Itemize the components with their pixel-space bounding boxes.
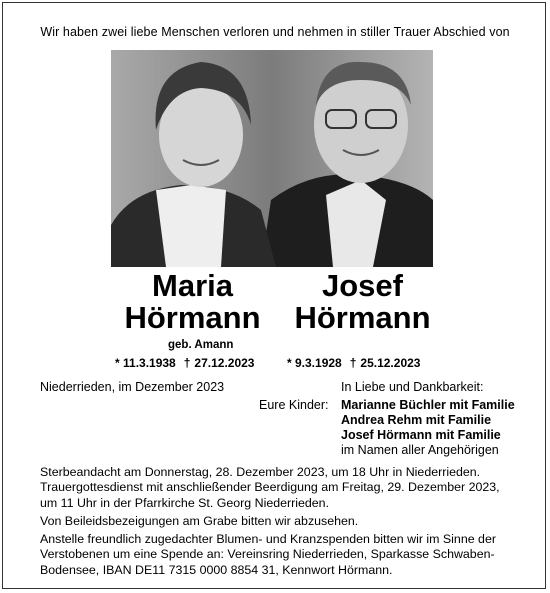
death-date: 27.12.2023 [194, 356, 255, 370]
place-date: Niederrieden, im Dezember 2023 [40, 380, 225, 394]
child-name: Andrea Rehm mit Familie [341, 413, 492, 427]
last-name: Hörmann [294, 300, 431, 335]
cross-icon: † [349, 356, 357, 370]
name-maria [110, 270, 275, 334]
couple-photo [111, 50, 433, 267]
death-date: 25.12.2023 [360, 356, 421, 370]
thanks-line: In Liebe und Dankbarkeit: [341, 380, 484, 394]
birth-name: geb. Amann [168, 339, 234, 351]
intro-text: Wir haben zwei liebe Menschen verloren und nehmen in stiller Trauer Abschied von [40, 25, 510, 39]
last-name: Hörmann [124, 300, 261, 335]
condolence-paragraph: Von Beileidsbezeigungen am Grabe bitten wir abzusehen. [40, 513, 359, 528]
first-name: Josef [322, 268, 403, 303]
donation-paragraph: Anstelle freundlich zugedachter Blumen- und Kranzspenden bitten wir im Sinne der Verstobenen um eine Spende an: Vereinsring Niederrieden, Sparkasse Schwaben-Bodensee, IBAN DE11 7315 0000 8854 31, Kennwort Hörmann. [40, 532, 496, 577]
name-josef [285, 270, 440, 334]
cross-icon: † [183, 356, 191, 370]
birth-date: * 9.3.1928 [287, 356, 342, 370]
children-list [341, 398, 515, 458]
first-name: Maria [152, 268, 233, 303]
dates-maria [115, 356, 254, 370]
child-name: Josef Hörmann mit Familie [341, 428, 501, 442]
birth-date: * 11.3.1938 [115, 356, 176, 370]
notice-body [40, 465, 520, 581]
relatives-line: im Namen aller Angehörigen [341, 443, 499, 457]
dates-josef [287, 356, 420, 370]
child-name: Marianne Büchler mit Familie [341, 398, 515, 412]
children-label: Eure Kinder: [259, 398, 329, 412]
service-paragraph: Sterbeandacht am Donnerstag, 28. Dezember 2023, um 18 Uhr in Niederrieden. Trauergottesdienst mit anschließender Beerdigung am Freitag, 29. Dezember 2023, um 11 Uhr in der Pfarrkirche St. Georg Niederrieden. [40, 465, 500, 510]
